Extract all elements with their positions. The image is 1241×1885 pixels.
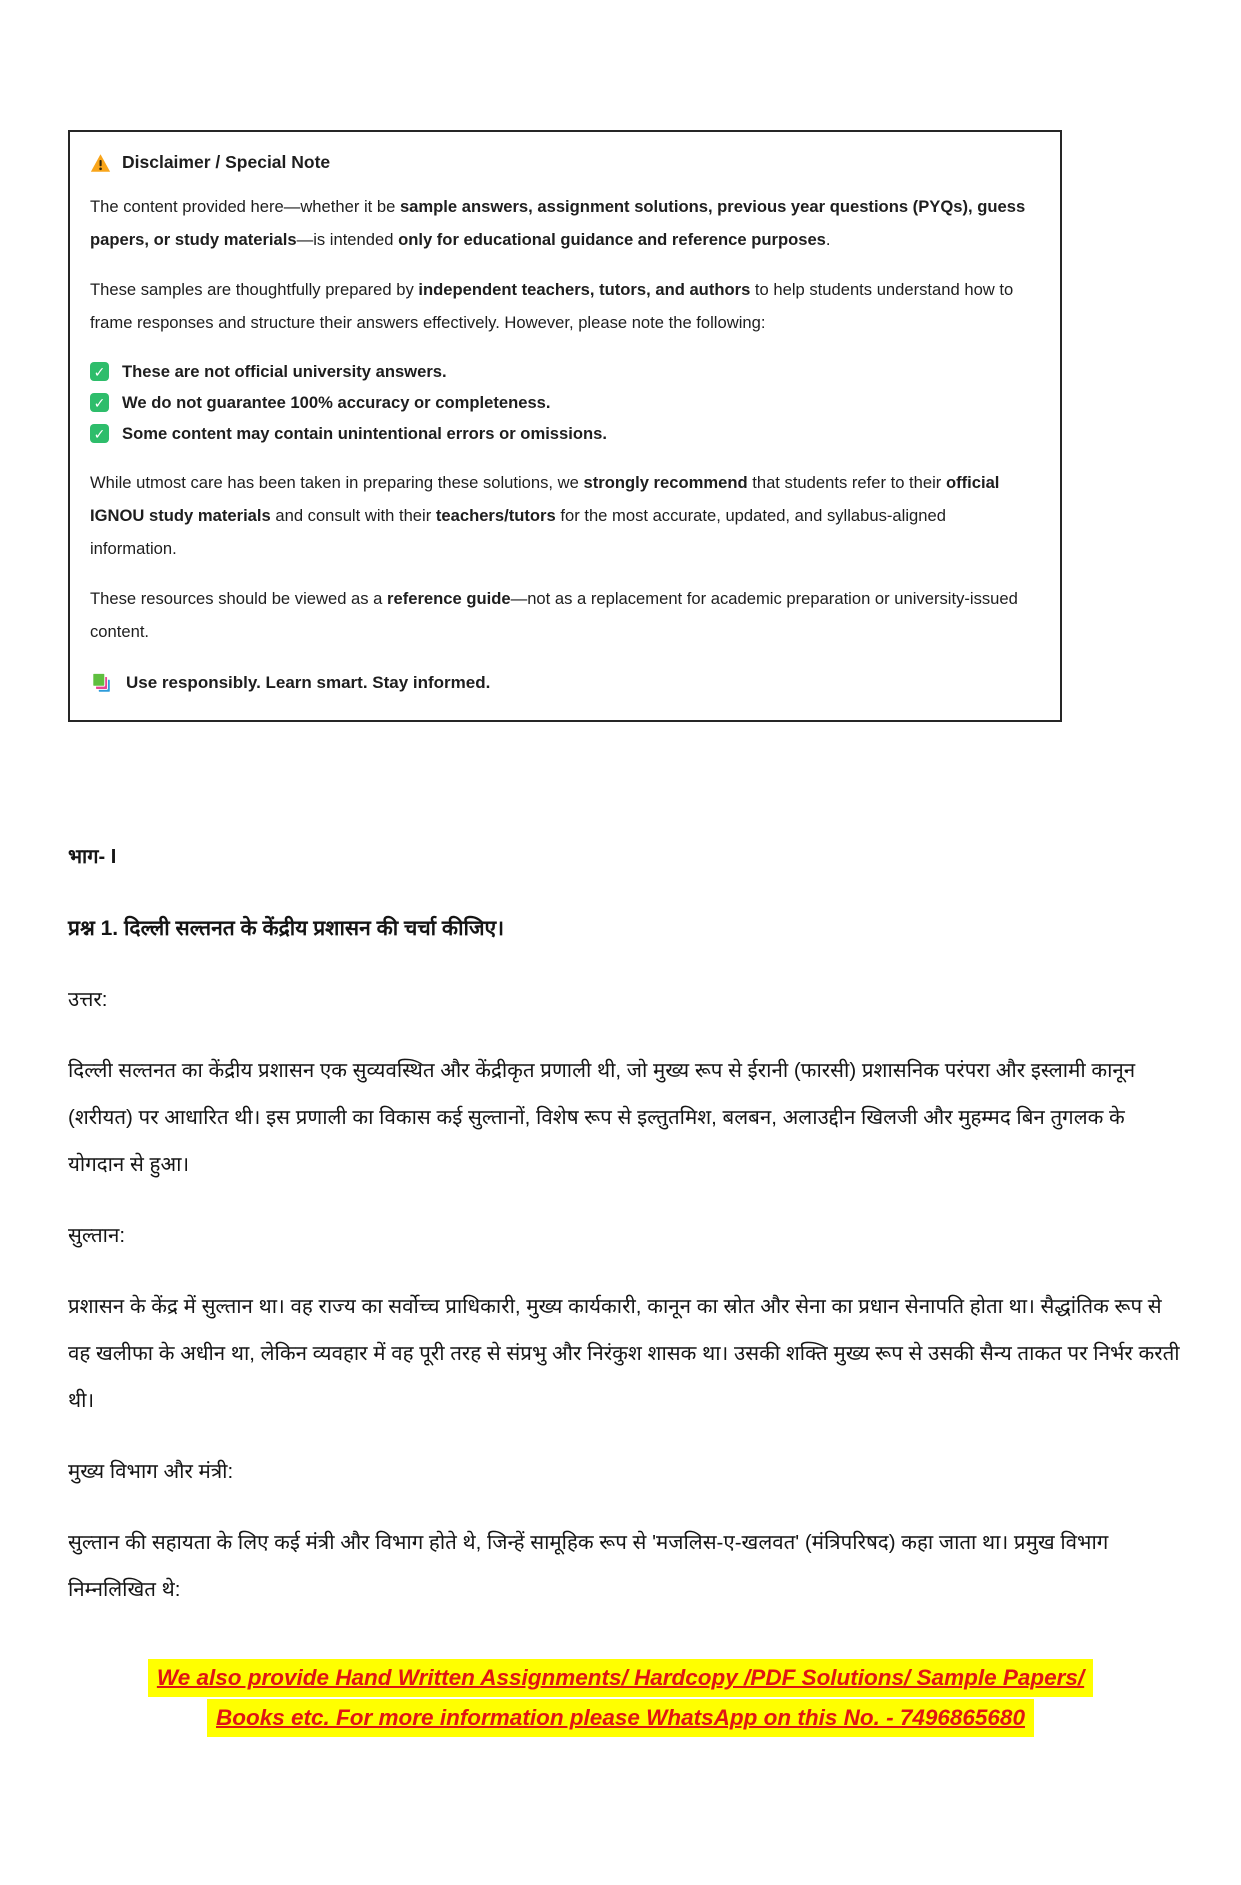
disclaimer-paragraph-1: The content provided here—whether it be sample answers, assignment solutions, previous year questions (PYQs), guess papers, or study materials—is intended only for educational guidance and reference purposes. bbox=[90, 197, 1026, 249]
promo-line-2: Books etc. For more information please WhatsApp on this No. - 7496865680 bbox=[207, 1699, 1034, 1737]
promo-line-1: We also provide Hand Written Assignments/ Hardcopy /PDF Solutions/ Sample Papers/ bbox=[148, 1659, 1093, 1697]
question-heading: प्रश्न 1. दिल्ली सल्तनत के केंद्रीय प्रशासन की चर्चा कीजिए। bbox=[68, 917, 505, 940]
warning-icon bbox=[90, 153, 111, 173]
checklist-item-label: Some content may contain unintentional errors or omissions. bbox=[122, 424, 607, 443]
books-icon bbox=[90, 672, 114, 694]
disclaimer-box bbox=[68, 130, 1062, 722]
checklist-item bbox=[90, 356, 1036, 387]
usage-note: Use responsibly. Learn smart. Stay informed. bbox=[126, 673, 491, 692]
disclaimer-paragraph-3: While utmost care has been taken in preparing these solutions, we strongly recommend that students refer to their official IGNOU study materials and consult with their teachers/tutors for the most accurate, updated, and syllabus-aligned information. bbox=[90, 473, 1000, 558]
section-heading-departments: मुख्य विभाग और मंत्री: bbox=[68, 1460, 234, 1483]
disclaimer-paragraph-4: These resources should be viewed as a reference guide—not as a replacement for academic preparation or university-issued content. bbox=[90, 589, 1018, 641]
disclaimer-title: Disclaimer / Special Note bbox=[122, 152, 331, 172]
answer-paragraph-2: प्रशासन के केंद्र में सुल्तान था। वह राज्य का सर्वोच्च प्राधिकारी, मुख्य कार्यकारी, कानून का स्रोत और सेना का प्रधान सेनापति होता था। सैद्धांतिक रूप से वह खलीफा के अधीन था, लेकिन व्यवहार में वह पूरी तरह से संप्रभु और निरंकुश शासक था। उसकी शक्ति मुख्य रूप से उसकी सैन्य ताकत पर निर्भर करती थी। bbox=[68, 1295, 1180, 1412]
answer-label: उत्तर: bbox=[68, 988, 108, 1011]
answer-paragraph-3: सुल्तान की सहायता के लिए कई मंत्री और विभाग होते थे, जिन्हें सामूहिक रूप से 'मजलिस-ए-खलवत' (मंत्रिपरिषद) कहा जाता था। प्रमुख विभाग निम्नलिखित थे: bbox=[68, 1531, 1109, 1601]
checklist-item-label: We do not guarantee 100% accuracy or completeness. bbox=[122, 393, 551, 412]
usage-note-row bbox=[90, 672, 1036, 694]
document-page bbox=[0, 130, 1241, 1885]
section-heading-sultan: सुल्तान: bbox=[68, 1224, 126, 1247]
answer-paragraph-1: दिल्ली सल्तनत का केंद्रीय प्रशासन एक सुव्यवस्थित और केंद्रीकृत प्रणाली थी, जो मुख्य रूप से ईरानी (फारसी) प्रशासनिक परंपरा और इस्लामी कानून (शरीयत) पर आधारित थी। इस प्रणाली का विकास कई सुल्तानों, विशेष रूप से इल्तुतमिश, बलबन, अलाउद्दीन खिलजी और मुहम्मद बिन तुगलक के योगदान से हुआ। bbox=[68, 1059, 1136, 1176]
promo-footer bbox=[0, 1659, 1241, 1737]
check-icon: ✓ bbox=[90, 362, 109, 381]
answer-section bbox=[68, 834, 1183, 1613]
disclaimer-checklist bbox=[90, 356, 1036, 449]
check-icon: ✓ bbox=[90, 424, 109, 443]
disclaimer-title-row bbox=[90, 152, 1036, 173]
disclaimer-paragraph-2: These samples are thoughtfully prepared by independent teachers, tutors, and authors to help students understand how to frame responses and structure their answers effectively. However, please note the following: bbox=[90, 280, 1014, 332]
checklist-item bbox=[90, 418, 1036, 449]
check-icon: ✓ bbox=[90, 393, 109, 412]
checklist-item-label: These are not official university answers. bbox=[122, 362, 447, 381]
part-heading: भाग- I bbox=[68, 846, 117, 868]
checklist-item bbox=[90, 387, 1036, 418]
